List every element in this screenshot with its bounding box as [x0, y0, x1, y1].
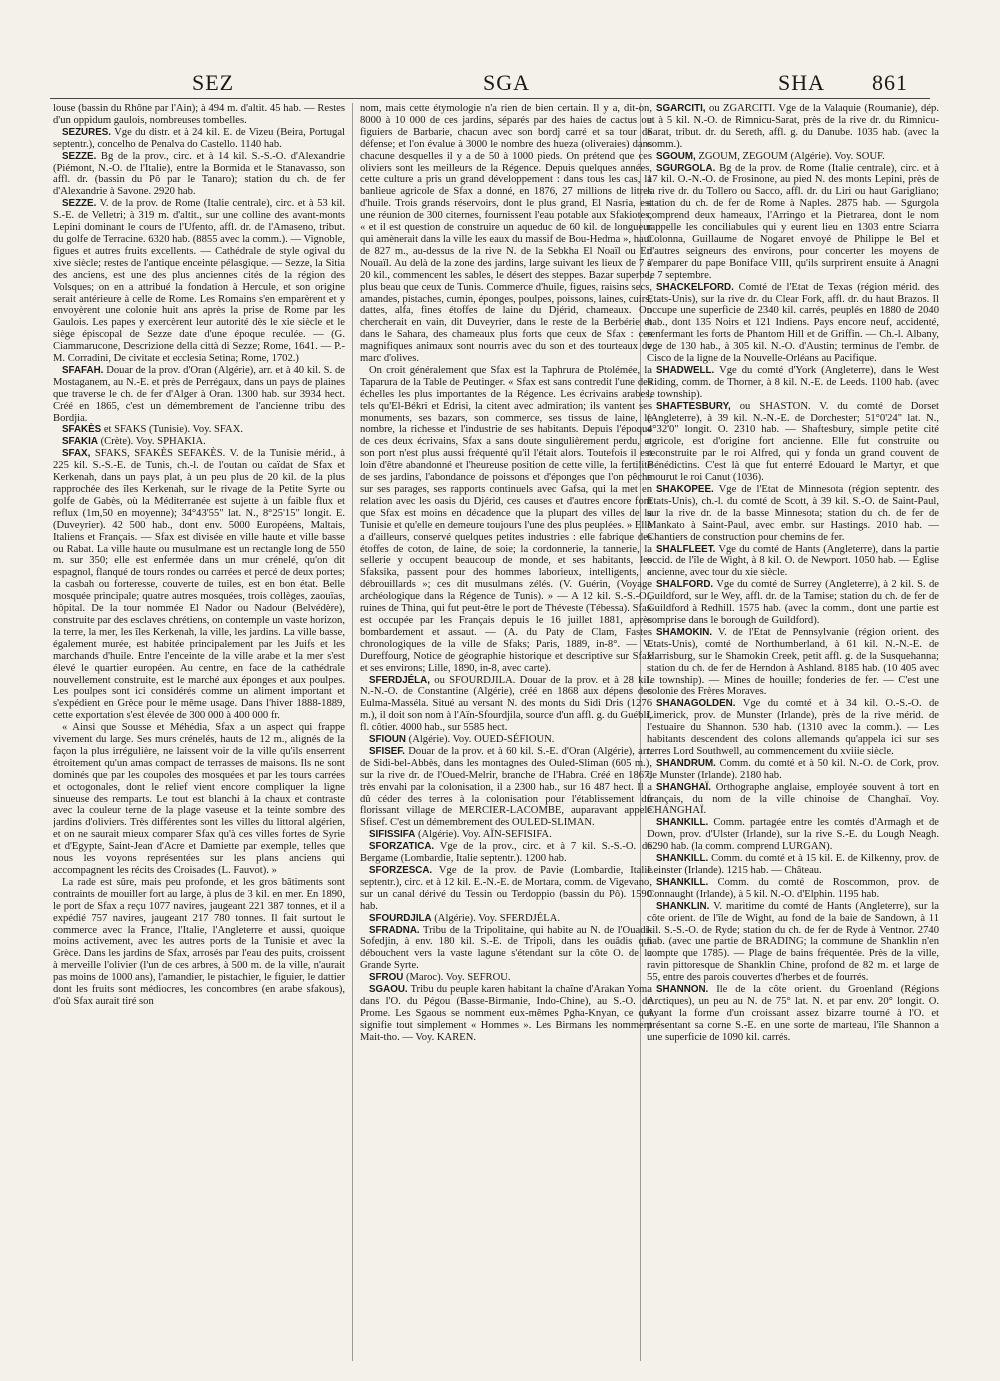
column-divider — [352, 103, 353, 1361]
dictionary-entry — [647, 782, 939, 818]
header-left-keyword: SEZ — [192, 70, 235, 95]
entry-text: Tribu de la Tripolitaine, qui habite au N. de l'Ouadi-Sofedjin, à env. 180 kil. S.-E. de Tripoli, dans les ouâdis qui débouchent vers la vaste lagune s'étendant sur la côte O. de la Grande Syrte. — [360, 924, 652, 972]
dictionary-entry — [647, 103, 939, 151]
entry-text: V. maritime du comté de Hants (Angleterre), sur la côte orient. de l'île de Wight, au fond de la baie de Sandown, à 11 kil. S.-S.-O. de Ryde; station du ch. de fer de Ryde à Ventnor. 2740 hab. (avec une partie de BRADING; la commune de Shanklin n'en compte que 1785). — Plage de bains fréquentée. Près de la ville, ravin pittoresque de Shanklin Chine, profond de 82 m. et large de 55, entre des parois couvertes d'herbes et de fourrés. — [647, 900, 939, 984]
entry-headword: SGARCITI, — [656, 103, 706, 114]
entry-text: Orthographe anglaise, employée souvent à tort en français, du nom de la ville chinoise de Changhaï. Voy. CHANGHAÏ. — [647, 781, 939, 817]
entry-text: (Algérie). Voy. AÏN-SEFISIFA. — [417, 829, 552, 841]
dictionary-entry — [647, 758, 939, 782]
dictionary-entry — [53, 365, 345, 425]
entry-text: Bg de la prov., circ. et à 14 kil. S.-S.-O. d'Alexandrie (Piémont, N.-O. de l'Italie), entre la Bormida et le Stanavasso, son affl. dr. (bassin du Pô par le Tanaro); station du ch. de fer d'Alexandrie à Savone. 2920 hab. — [53, 150, 345, 198]
entry-headword: SFERDJÉLA, — [369, 674, 430, 686]
entry-text: ZGOUM, ZEGOUM (Algérie). Voy. SOUF. — [698, 150, 885, 162]
dictionary-entry — [647, 484, 939, 544]
dictionary-entry — [53, 198, 345, 365]
dictionary-entry — [360, 925, 652, 973]
entry-text: Douar de la prov. d'Oran (Algérie), arr. et à 40 kil. S. de Mostaganem, au N.-E. et près de Perrégaux, dans un pays de plaines que traverse le ch. de fer d'Alger à Oran. 1300 hab. sur 3934 hect. Créé en 1865, c'est un démembrement de l'ancienne tribu des Bordjia. — [53, 364, 345, 424]
entry-text: Douar de la prov. et à 60 kil. S.-E. d'Oran (Algérie), arr. de Sidi-bel-Abbès, dans les montagnes des Ouled-Sliman (605 m.), sur la rive dr. de l'Oued-Melrir, branche de l'Habra. Créé en 1867, très envahi par la colonisation, il a 2300 hab., sur 16 487 hect. Il a dû céder des terres à la colonisation pour l'établissement du florissant village de MERCIER-LACOMBE, auparavant appelé Sfisef. C'est un démembrement des OULED-SLIMAN. — [360, 745, 652, 829]
entry-headword: SHANDRUM. — [656, 757, 716, 769]
dictionary-entry — [360, 972, 652, 984]
dictionary-entry — [647, 579, 939, 627]
entry-headword: SFROU — [369, 972, 404, 984]
entry-headword: SHALFLEET. — [656, 543, 716, 555]
dictionary-entry — [360, 675, 652, 735]
dictionary-entry — [647, 401, 939, 484]
entry-text: et SFAKS (Tunisie). Voy. SFAX. — [103, 424, 243, 436]
dictionary-entry — [647, 901, 939, 984]
entry-text: (Algérie). Voy. OUED-SÉFIOUN. — [408, 734, 555, 746]
entry-headword: SHANKILL. — [656, 817, 709, 829]
entry-text: Bg de la prov. de Rome (Italie centrale), circ. et à 17 kil. O.-N.-O. de Frosinone, au pied N. des monts Lepini, près de la rive dr. du Tollero ou Sacco, affl. dr. du Liri ou haut Garigliano; station du ch. de fer de Rome à Naples. 2875 hab. — Sgurgola comprend deux hameaux, l'Arringo et la Pietrarea, dont le nom rappelle les conciliabules qui y eurent lieu en 1303 entre Sciarra Colonna, Guillaume de Nogaret envoyé de Philippe le Bel et d'autres seigneurs des environs, pour concerter les moyens de s'emparer du pape Boniface VIII, qu'ils surprirent ensuite à Anagni le 7 septembre. — [647, 162, 939, 281]
text-column-2 — [360, 103, 652, 1363]
dictionary-entry — [647, 698, 939, 758]
entry-text: Comm. du comté et à 50 kil. N.-O. de Cork, prov. de Munster (Irlande). 2180 hab. — [647, 757, 939, 781]
dictionary-entry — [360, 103, 652, 365]
dictionary-entry — [360, 865, 652, 913]
entry-text: Vge de l'Etat de Minnesota (région septentr. des Etats-Unis), ch.-l. du comté de Scott, à 39 kil. S.-O. de Saint-Paul, sur la rive dr. de la basse Minnesota; station du ch. de fer de Mankato à Saint-Paul, avec embr. sur Hastings. 2010 hab. — Chantiers de construction pour chemins de fer. — [647, 484, 939, 543]
entry-headword: SHAMOKIN. — [656, 626, 713, 638]
dictionary-entry — [360, 841, 652, 865]
dictionary-entry — [53, 151, 345, 199]
entry-text: Vge de la prov., circ. et à 7 kil. S.-S.-O. de Bergame (Lombardie, Italie septentr.). 1200 hab. — [360, 841, 652, 865]
entry-headword: SHANKILL. — [656, 876, 709, 888]
entry-text: Comm. du comté et à 15 kil. E. de Kilkenny, prov. de Leinster (Irlande). 1215 hab. — Château. — [647, 853, 939, 876]
entry-text: V. de l'Etat de Pennsylvanie (région orient. des Etats-Unis), comté de Northumberland, à 61 kil. N.-N.-E. de Harrisburg, sur le Shamokin Creek, petit affl. g. de la Susquehanna; station du ch. de fer de Herndon à Ashland. 8185 hab. (10 405 avec le township). — Mines de houille; fonderies de fer. — C'est une colonie des Frères Moraves. — [647, 626, 939, 698]
entry-text: Vge du distr. et à 24 kil. E. de Vizeu (Beira, Portugal septentr.), concelho de Penalva do Castello. 1140 hab. — [53, 126, 345, 150]
entry-headword: SFAKÈS — [62, 424, 102, 436]
entry-text: On croit généralement que Sfax est la Taphrura de Ptolémée, la Taparura de la Table de Peutinger. « Sfax est sans contredit l'une des échelles les plus importantes de la Régence. Les écrivains arabes, tels qu'El-Békri et Edrisi, la citent avec admiration; ils vantent ses monuments, ses bazars, son commerce, ses tissus de laine, le nombre, la richesse et l'industrie de ses habitants. Depuis l'époque de ces deux écrivains, Sfax a sans doute singulièrement perdu, et son port n'est plus aussi fréquenté qu'il l'était alors. Toutefois il est loin d'être abandonné et l'heureuse position de cette ville, la fertilité de ses jardins, l'abondance de poissons et d'éponges que l'on pêche sur ses parages, ses rapports continuels avec Gafsa, qui la met en relation avec les oasis du Djérid, ces causes et d'autres encore font que Sfax est moins en décadence que la plupart des villes de la Tunisie et qu'elle en demeure toujours l'une des plus peuplées. » Elle a d'ailleurs, conservé quelques petites industries : elle fabrique des étoffes de coton, de laine, de soie; la cordonnerie, la tannerie, la sellerie y occupent beaucoup de monde, et ses habitants, les Sfaksika, passent pour des hommes laborieux, intelligents, « débrouillards »; ces dit musulmans zélés. (V. Guérin, (Voyage archéologique dans la Régence de Tunis). » — A 12 kil. S.-S.-O., ruines de Thina, qui fut peut-être le port de Théveste (Tébessa). Sfax est occupée par les Français depuis le 16 juillet 1881, après bombardement et assaut. — (A. du Paty de Clam, Fastes chronologiques de la ville de Sfaks; Paris, 1889, in-8°. — V. Dureffourg, Notice de géographie historique et descriptive sur Sfax et ses environs; Lille, 1890, in-8, avec carte). — [360, 364, 652, 674]
entry-headword: SHANKLIN. — [656, 900, 710, 912]
dictionary-entry — [647, 627, 939, 698]
dictionary-entry — [647, 163, 939, 282]
text-column-1 — [53, 103, 345, 1363]
header-center-keyword: SGA — [483, 70, 531, 95]
entry-text: Vge du comté de Surrey (Angleterre), à 2 kil. S. de Guildford, sur le Wey, affl. dr. de la Tamise; station du ch. de fer de Guildford à Redhill. 1575 hab. (avec la comm., dont une partie est comprise dans le borough de Guildford). — [647, 579, 939, 626]
entry-headword: SEZZE. — [62, 198, 97, 210]
dictionary-entry — [360, 746, 652, 829]
entry-headword: SEZZE. — [62, 150, 97, 162]
dictionary-entry — [53, 722, 345, 877]
header-rule — [50, 98, 930, 99]
entry-text: Vge du comté d'York (Angleterre), dans le West Riding, comm. de Thorner, à 8 kil. N.-E. de Leeds. 1100 hab. (avec le township). — [647, 364, 939, 400]
entry-text: Comté de l'Etat de Texas (région mérid. des Etats-Unis), sur la rive dr. du Clear Fork, affl. dr. du haut Brazos. Il occupe une superficie de 2340 kil. carrés, peuplés en 1880 de 2040 hab., dont 135 Noirs et 121 Indiens. Pays encore neuf, accidenté, renfermant les forts de Phantom Hill et de Griffin. — Ch.-l. Albany, vge de 130 hab., à 305 kil. N.-O. d'Austin; terminus de l'embr. de Cisco de la ligne de la Nouvelle-Orléans au Pacifique. — [647, 281, 939, 365]
entry-text: Ile de la côte orient. du Groenland (Régions Arctiques), un peu au N. de 75° lat. N. et par env. 20° longit. O. Ayant la forme d'un croissant assez bizarre tourné à l'O. et présentant sa corne S.-E. en une sorte de marteau, l'île Shannon a une superficie de 1090 kil. carrés. — [647, 984, 939, 1043]
entry-headword: SFOURDJILA — [369, 912, 432, 924]
entry-text: louse (bassin du Rhône par l'Ain); à 494 m. d'altit. 45 hab. — Restes d'un oppidum gaulois, nombreuses tombelles. — [53, 103, 345, 126]
dictionary-entry — [647, 877, 939, 901]
entry-headword: SHANGHAÏ. — [656, 781, 711, 793]
dictionary-entry — [53, 103, 345, 127]
text-column-3 — [647, 103, 939, 1363]
entry-headword: SFORZESCA. — [369, 865, 433, 876]
dictionary-entry — [647, 853, 939, 877]
entry-text: Tribu du peuple karen habitant la chaîne d'Arakan Yoma dans l'O. du Pégou (Basse-Birmanie, Indo-Chine), au S.-O. de Prome. Les Sgaous se nomment eux-mêmes Pgha-Knyan, ce qui signifie tout simplement « Hommes ». Les Birmans les nomment Mait-tho. — Voy. KAREN. — [360, 984, 652, 1043]
dictionary-entry — [53, 448, 345, 722]
entry-headword: SFIOUN — [369, 734, 407, 746]
dictionary-entry — [360, 734, 652, 746]
dictionary-entry — [647, 151, 939, 163]
entry-headword: SEZURES. — [62, 126, 111, 138]
entry-text: « Ainsi que Sousse et Méhédia, Sfax a un aspect qui frappe vivement du large. Ses murs crénelés, hauts de 12 m., alignés de la façon la plus irrégulière, ne laissent voir de la ville qu'ils enserrent étroitement qu'un amas compact de terrasses de maisons. Ils ne sont dominés que par les coupoles des mosquées et par les tours carrées et octogonales, dont le relief vient encore compliquer la ligne sinueuse des remparts. Le tout est blanchi à la chaux et contraste avec la couleur terne de la plage vaseuse et la teinte sombre des jardins d'oliviers. Très différentes sont les villes du littoral algérien, et on ne saurait mieux comparer Sfax qu'à ces villes fortes de Syrie et d'Egypte, Saint-Jean d'Acre et Damiette par exemple, telles que nous les voyons représentées sur les plans anciens qui accompagnent les récits des Croisades (L. Fauvot). » — [53, 722, 345, 876]
entry-headword: SHANNON. — [656, 984, 709, 996]
dictionary-entry — [647, 984, 939, 1044]
dictionary-entry — [647, 365, 939, 401]
entry-text: ou ZGARCITI. Vge de la Valaquie (Roumanie), dép. et à 5 kil. N.-O. de Rimnicu-Sarat, près de la rive dr. du Rimnicu-Sarat, tribut. dr. du Sereth, affl. g. du Danube. 1035 hab. (avec la comm.). — [647, 103, 939, 150]
entry-headword: SGAOU. — [369, 984, 408, 996]
dictionary-entry — [647, 282, 939, 365]
dictionary-entry — [360, 984, 652, 1044]
entry-headword: SFRADNA. — [369, 924, 420, 936]
entry-headword: SFAFAH. — [62, 364, 104, 376]
header-right-keyword: SHA — [778, 70, 826, 95]
entry-headword: SFISEF. — [369, 745, 405, 757]
entry-text: nom, mais cette étymologie n'a rien de bien certain. Il y a, dit-on, 8000 à 10 000 de ces jardins, séparés par des haies de cactus ou figuiers de Barbarie, chacun avec son bordj carré et sa tour de défense; et l'on évalue à 3000 le nombre des hueza (oliveraies) dans chacune desquelles il y a de 50 à 1000 pieds. On prétend que ces oliviers sont les meilleurs de la Régence. Depuis quelques années, cette culture a pris un grand développement : dans tous les cas, la banlieue agricole de Sfax a donné, en 1876, 27 millions de litres d'huile. Trois grands réservoirs, dont le plus grand, El Nasria, est une réunion de 300 citernes, fournissent l'eau potable aux Sfakiotes, « et il est question de construire un aqueduc de 60 kil. de longueur qui amènerait dans la ville les eaux du massif de Bou-Hedma », haut de 827 m., au-dessus de la rive N. de la Sebkha El Noaïl ou En Nouaïl. Au delà de la zone des jardins, large suivant les lieux de 7 à 20 kil., commencent les sables, le désert des steppes. Bazar superbe, plus beau que ceux de Tunis. Commerce d'huile, figues, raisins secs, amandes, pistaches, cumin, éponges, poulpes, poissons, laines, cuirs, dattes, alfa, fines étoffes de laine du Djérid, chameaux. On chercherait en vain, dit Duveyrier, dans le reste de la Berbérie et dans le Sahara, des chameaux plus forts que ceux de Sfax : ces magnifiques animaux sont nourris avec du son et des tourteaux de marc d'olives. — [360, 103, 652, 365]
dictionary-entry — [360, 829, 652, 841]
dictionary-entry — [53, 424, 345, 436]
entry-headword: SHANAGOLDEN. — [656, 698, 736, 710]
entry-text: V. de la prov. de Rome (Italie centrale), circ. et à 53 kil. S.-E. de Velletri; à 319 m. d'altit., sur une colline des avant-monts Lepini dominant le cours de l'Ufento, affl. dr. de l'Amaseno, tribut. du golfe de Terracine. 6320 hab. (8855 avec la comm.). — Vignoble, figues et autres fruits excellents. — Cathédrale de style ogival du xive siècle; restes de l'antique enceinte pélasgique. — Sezze, la Sitia des anciens, est une des plus anciennes cités de la région des Volsques; on en a attribué la fondation à Hercule, et son origine serait antérieure à celle de Rome. Les Romains s'en emparèrent et y envoyèrent une colonie huit ans après la prise de Rome par les Gaulois. Les papes y exercèrent leur autorité dès le xie siècle et le siège épiscopal de Sezze date d'une époque reculée. — (G. Ciammarucone, Descrizione della città di Sezze; Rome, 1641. — P.-M. Corradini, De civitate et ecclesia Setina; Rome, 1702.) — [53, 198, 345, 365]
dictionary-entry — [53, 127, 345, 151]
entry-headword: SHALFORD. — [656, 579, 714, 591]
dictionary-entry — [360, 913, 652, 925]
entry-text: Vge de la prov. de Pavie (Lombardie, Italie septentr.), circ. et à 12 kil. E.-N.-E. de Mortara, comm. de Vigevano, sur un canal dérivé du Tessin ou Terdoppio (bassin du Pô). 1590 hab. — [360, 865, 652, 912]
entry-text: La rade est sûre, mais peu profonde, et les gros bâtiments sont contraints de mouiller fort au large, à plus de 3 kil. en mer. En 1890, le port de Sfax a reçu 1077 navires, jaugeant 221 387 tonnes, et il a expédié 757 navires, jaugeant 217 780 tonnes. Il fait surtout le commerce avec la France, l'Italie, l'Angleterre et aussi, quoique moins activement, avec les autres ports de la Tunisie et avec la Grèce. Dans les jardins de Sfax, arrosés par l'eau des puits, croissent à merveille l'olivier (l'un de ces arbres, à 500 m. de la ville, n'aurait pas moins de 1000 ans), l'amandier, le pistachier, le figuier, le dattier dont les fruits sont médiocres, les concombres (en arabe sfakous), d'où Sfax aurait tiré son — [53, 876, 345, 1007]
entry-headword: SHAFTESBURY, — [656, 400, 731, 412]
entry-headword: SHANKILL. — [656, 853, 709, 865]
dictionary-entry — [53, 436, 345, 448]
entry-headword: SFAX, — [62, 448, 91, 460]
entry-headword: SHADWELL. — [656, 364, 715, 376]
entry-text: (Maroc). Voy. SEFROU. — [405, 972, 511, 984]
dictionary-entry — [647, 544, 939, 580]
entry-text: ou SHASTON. V. du comté de Dorset (Angleterre), à 39 kil. N.-N.-E. de Dorchester; 51°0'24" lat. N., 4°32'0" longit. O. 2310 hab. — Shaftesbury, simple petite cité agricole, est d'origine fort ancienne. Elle fut construite ou reconstruite par le roi Alfred, qui y fonda un grand couvent de Bénédictins. C'est là que fut enterré Edouard le Martyr, et que mourut le roi Canut (1036). — [647, 400, 939, 484]
entry-text: (Crète). Voy. SPHAKIA. — [100, 436, 206, 448]
entry-headword: SFORZATICA. — [369, 841, 435, 853]
entry-text: ou SFOURDJILA. Douar de la prov. et à 28 kil. N.-N.-O. de Constantine (Algérie), créé en 1868 aux dépens des Eulma-Masséla. Situé au versant N. des monts du Sidi Dris (1276 m.), il doit son nom à l'Aïn-Sfourdjila, source d'un affl. g. du Guébli, fl. côtier. 4000 hab., sur 5585 hect. — [360, 674, 652, 734]
entry-headword: SHACKELFORD. — [656, 281, 734, 293]
entry-headword: SFAKIA — [62, 436, 98, 448]
entry-headword: SGOUM, — [656, 150, 696, 162]
entry-text: (Algérie). Voy. SFERDJÉLA. — [434, 912, 561, 924]
entry-headword: SIFISSIFA — [369, 829, 416, 841]
entry-text: SFAKS, SFAKÈS SEFAKÈS. V. de la Tunisie mérid., à 225 kil. S.-S.-E. de Tunis, ch.-l. de l'outan ou caïdat de Sfax et Kerkenah, dans un pays plat, à un peu plus de 20 kil. de la plus rapprochée des îles Kerkenah, sur le rivage de la Petite Syrte ou golfe de Gabès, où la Méditerranée est sujette à un faible flux et reflux (1m,50 en moyenne); 34°43'55" lat. N., 8°25'15" longit. E. (Duveyrier). 42 500 hab., dont env. 5000 Européens, Maltais, Italiens et Français. — Sfax est divisée en ville haute et ville basse ou Rabat. La ville haute ou musulmane est un rectangle long de 550 m. sur 350; elle est enfermée dans un mur crénelé, qu'on dit espagnol, flanqué de tours rondes ou carrées et percé de deux portes; la casbah ou forteresse, couverte de tuiles, est en bon état. Belle mosquée principale; quatre autres mosquées, trois collèges, zaouïas, hôpital. De la tour nommée El Nador ou Nadour (Belvédère), construite par des esclaves chrétiens, on contemple un vaste horizon, la terre, la mer, les îles Kerkenah, la ville, les jardins. La ville basse, également murée, est habitée principalement par les Juifs et les marchands d'huile. Entre l'enceinte de la ville arabe et la mer s'est élevé le quartier européen. Au centre, en face de la cathédrale nouvellement construite, est le marché aux éponges et aux poulpes. Les poulpes sont ici considérés comme un aliment important et s'expédient en Grèce pour le même usage. Dans l'hiver 1888-1889, cette exportation s'est élevée de 300 000 à 400 000 fr. — [53, 448, 345, 722]
entry-headword: SHAKOPEE. — [656, 484, 714, 495]
entry-text: Comm. du comté de Roscommon, prov. de Connaught (Irlande), à 5 kil. N.-O. d'Elphin. 1195 hab. — [647, 876, 939, 900]
entry-text: Vge du comté de Hants (Angleterre), dans la partie occid. de l'île de Wight, à 8 kil. O. de Newport. 1050 hab. — Eglise ancienne, avec tour du xie siècle. — [647, 543, 939, 579]
dictionary-entry — [647, 817, 939, 853]
entry-text: Comm. partagée entre les comtés d'Armagh et de Down, prov. d'Ulster (Irlande), sur la rive S.-E. du Lough Neagh. 6290 hab. (la comm. comprend LURGAN). — [647, 817, 939, 853]
entry-text: Vge du comté et à 34 kil. O.-S.-O. de Limerick, prov. de Munster (Irlande), près de la rive mérid. de l'estuaire du Shannon. 530 hab. (1310 avec la comm.). — Les habitants descendent des colons allemands qu'appela ici sur ses terres Lord Southwell, au commencement du xviiie siècle. — [647, 698, 939, 757]
dictionary-entry — [53, 877, 345, 1008]
entry-headword: SGURGOLA. — [656, 162, 716, 174]
dictionary-entry — [360, 365, 652, 675]
page-number: 861 — [872, 70, 908, 95]
